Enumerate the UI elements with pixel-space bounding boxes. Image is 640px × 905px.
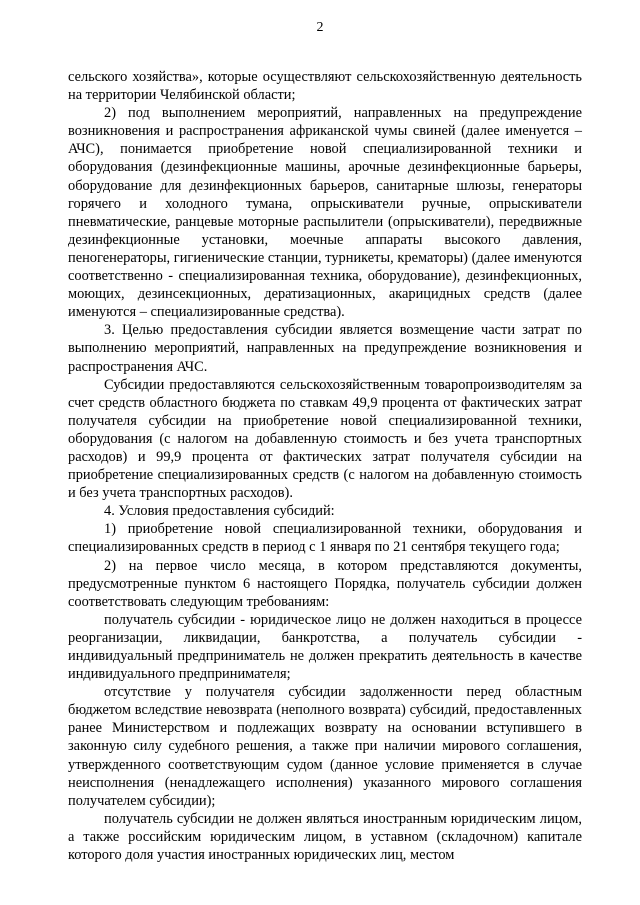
paragraph-clause-3-purpose: 3. Целью предоставления субсидии является возмещение части затрат по выполнению мероприятий, направленных на предупреждение возникновения и распространения АЧС. (68, 322, 582, 375)
paragraph-condition-1: 1) приобретение новой специализированной техники, оборудования и специализированных средств в период с 1 января по 21 сентября текущего года; (68, 521, 582, 556)
paragraph-subsidy-rates: Субсидии предоставляются сельскохозяйственным товаропроизводителям за счет средств областного бюджета по ставкам 49,9 процента от фактических затрат получателя субсидии на приобретение новой специализированной техники, оборудования (с налогом на добавленную стоимость и без учета транспортных расходов) и 99,9 процента от фактических затрат получателя субсидии на приобретение специализированных средств (с налогом на добавленную стоимость и без учета транспортных расходов). (68, 376, 582, 502)
paragraph-continuation: сельского хозяйства», которые осуществляют сельскохозяйственную деятельность на территории Челябинской области; (68, 69, 582, 104)
paragraph-requirement-foreign: получатель субсидии не должен являться иностранным юридическим лицом, а также российским юридическим лицом, в уставном (складочном) капитале которого доля участия иностранных юридических лиц, местом (68, 810, 582, 864)
document-body (68, 68, 582, 864)
page-number: 2 (316, 20, 324, 35)
paragraph-condition-2: 2) на первое число месяца, в котором представляются документы, предусмотренные пунктом 6 настоящего Порядка, получатель субсидии должен соответствовать следующим требованиям: (68, 557, 582, 610)
paragraph-clause-4-heading: 4. Условия предоставления субсидий: (104, 503, 335, 520)
paragraph-item-2-definition: 2) под выполнением мероприятий, направленных на предупреждение возникновения и распространения африканской чумы свиней (далее именуется – АЧС), понимается приобретение новой специализированной техники и оборудования (дезинфекционные машины, арочные дезинфекционные барьеры, оборудование для дезинфекционных барьеров, санитарные шлюзы, генераторы горячего и холодного тумана, опрыскиватели ручные, опрыскиватели пневматические, ранцевые моторные распылители (опрыскиватели), передвижные дезинфекционные установки, моечные аппараты высокого давления, пеногенераторы, гигиенические станции, турникеты, крематоры) (далее именуются соответственно - специализированная техника, оборудование), дезинфекционных, моющих, дезинсекционных, дератизационных, акарицидных средств (далее именуются – специализированные средства). (68, 105, 582, 321)
paragraph-requirement-reorganization: получатель субсидии - юридическое лицо не должен находиться в процессе реорганизации, ликвидации, банкротства, а получатель субсидии - индивидуальный предприниматель не должен прекратить деятельность в качестве индивидуального предпринимателя; (68, 611, 582, 683)
paragraph-requirement-debt: отсутствие у получателя субсидии задолженности перед областным бюджетом вследствие невозврата (неполного возврата) субсидий, предоставленных ранее Министерством и подлежащих возврату на основании вступившего в законную силу судебного решения, а также при наличии мирового соглашения, утвержденного соответствующим судом (данное условие применяется в случае неисполнения (ненадлежащего исполнения) указанного мирового соглашения получателем субсидии); (68, 684, 582, 809)
